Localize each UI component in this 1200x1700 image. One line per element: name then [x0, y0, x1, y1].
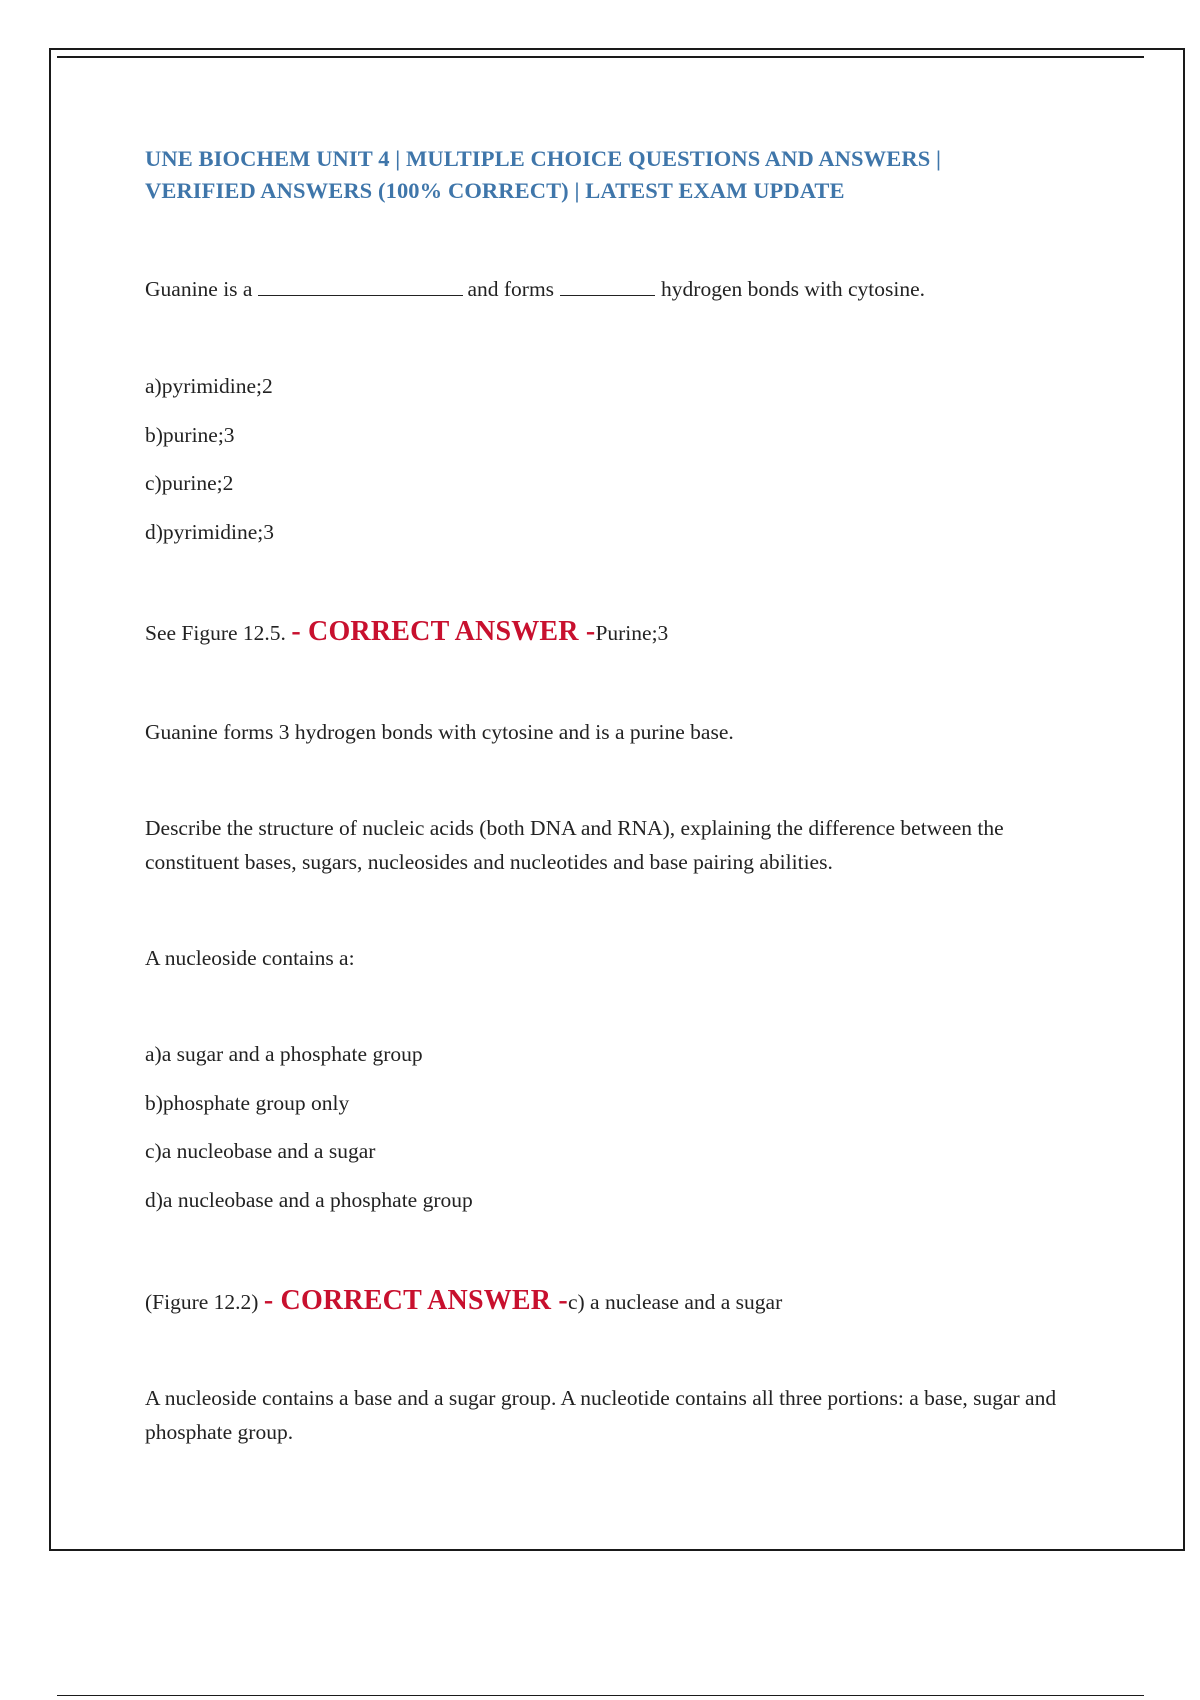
document-title — [145, 143, 1085, 207]
fill-in-blank-2 — [560, 277, 655, 296]
question-1-stem-part-3: hydrogen bonds with cytosine. — [661, 277, 925, 301]
question-2-answer-line — [145, 1284, 782, 1319]
question-2-explanation: A nucleoside contains a base and a sugar group. A nucleotide contains all three portions: a base, sugar and phosphate group. — [145, 1386, 1057, 1444]
document-title-line-1: UNE BIOCHEM UNIT 4 | MULTIPLE CHOICE QUESTIONS AND ANSWERS | — [145, 146, 942, 171]
question-2-option-a: a)a sugar and a phosphate group — [145, 1042, 423, 1066]
question-2-answer-value: c) a nuclease and a sugar — [567, 1290, 783, 1314]
correct-answer-label: - CORRECT ANSWER - — [291, 616, 596, 647]
question-1-stem — [145, 272, 925, 306]
question-1-answer-value: Purine;3 — [595, 621, 669, 645]
question-2-option-d: d)a nucleobase and a phosphate group — [145, 1188, 473, 1212]
question-1-option-b: b)purine;3 — [145, 423, 235, 447]
question-2-answer-prefix: (Figure 12.2) — [145, 1290, 259, 1314]
correct-answer-label: - CORRECT ANSWER - — [263, 1285, 568, 1316]
question-1-stem-part-1: Guanine is a — [145, 277, 253, 301]
bottom-rule — [57, 1695, 1144, 1696]
question-1-option-d: d)pyrimidine;3 — [145, 520, 274, 544]
question-1-stem-part-2: and forms — [467, 277, 555, 301]
document-title-line-2: VERIFIED ANSWERS (100% CORRECT) | LATEST EXAM UPDATE — [145, 178, 845, 203]
question-1-option-a: a)pyrimidine;2 — [145, 374, 273, 398]
question-1-option-c: c)purine;2 — [145, 471, 234, 495]
question-2-option-c: c)a nucleobase and a sugar — [145, 1139, 376, 1163]
section-prompt: Describe the structure of nucleic acids (both DNA and RNA), explaining the difference between the constituent bases, sugars, nucleosides and nucleotides and base pairing abilities. — [145, 816, 1004, 874]
question-2-option-b: b)phosphate group only — [145, 1091, 350, 1115]
question-2-stem: A nucleoside contains a: — [145, 946, 355, 970]
question-1-explanation: Guanine forms 3 hydrogen bonds with cytosine and is a purine base. — [145, 720, 734, 744]
question-1-answer-line — [145, 615, 668, 650]
fill-in-blank-1 — [258, 277, 463, 296]
question-1-answer-prefix: See Figure 12.5. — [145, 621, 286, 645]
